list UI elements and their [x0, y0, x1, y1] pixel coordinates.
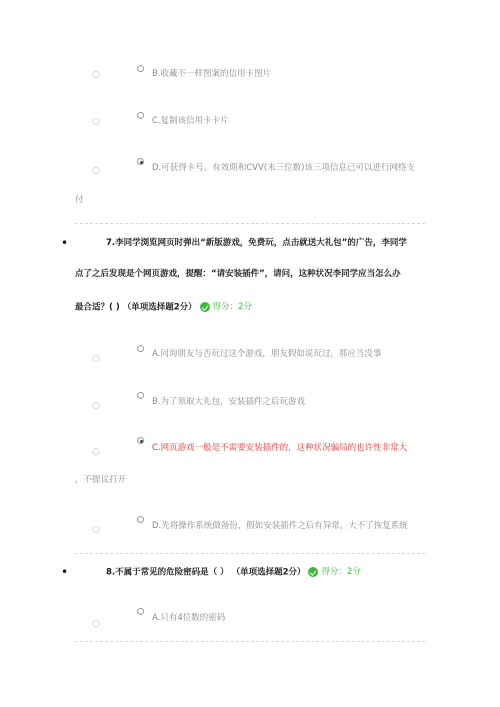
option-b-text: B.为了领取大礼包，安装插件之后玩游戏: [152, 397, 306, 407]
score-label: 得分：2分: [212, 302, 252, 312]
radio-option-b[interactable]: [137, 65, 144, 72]
option-bullet: ○: [92, 619, 100, 629]
radio-option-d-selected[interactable]: [137, 158, 144, 165]
option-bullet: ○: [92, 70, 100, 80]
radio-option-a[interactable]: [137, 608, 144, 615]
radio-option-b[interactable]: [137, 392, 144, 399]
question-8-title: 8.不属于常见的危险密码是（ ） （单项选择题2分）: [106, 567, 306, 578]
radio-option-d[interactable]: [137, 516, 144, 523]
option-bullet: ○: [92, 447, 100, 457]
question-8-text-line1: [106, 566, 361, 579]
question-divider: [75, 553, 425, 554]
check-icon: [308, 567, 318, 577]
question-7-title-end: 最合适？( ) （单项选择题2分）: [75, 302, 197, 313]
option-bullet: ○: [92, 354, 100, 364]
radio-option-a[interactable]: [137, 345, 144, 352]
radio-option-c[interactable]: [137, 112, 144, 119]
option-b-text: B.收藏不一样图案的信用卡图片: [152, 69, 272, 79]
option-bullet: ○: [92, 401, 100, 411]
radio-option-c-selected[interactable]: [137, 437, 144, 444]
question-bullet: •: [61, 565, 69, 579]
option-c-text-selected: C.网页游戏一般是不需要安装插件的，这种状况骗局的也许性非常大: [152, 443, 408, 453]
question-divider: [75, 223, 425, 224]
option-bullet: ○: [92, 166, 100, 176]
score-label: 得分：2分: [321, 567, 361, 577]
option-bullet: ○: [92, 117, 100, 127]
option-a-text: A.问询朋友与否玩过这个游戏，朋友假如说玩过，那应当没事: [152, 349, 382, 359]
option-d-text: D.先将操作系统做备份，假如安装插件之后有异常，大不了恢复系统: [152, 521, 408, 531]
option-d-text-continued: 付: [75, 195, 84, 205]
option-d-text: D.可获得卡号、有效期和CVV(末三位数)该三项信息已可以进行网络支: [152, 163, 415, 173]
option-c-text-continued: ，不提议打开: [75, 475, 127, 485]
option-bullet: ○: [92, 525, 100, 535]
question-7-text-line1: 7.李同学浏览网页时弹出“新版游戏，免费玩，点击就送大礼包”的广告，李同学: [106, 238, 407, 248]
question-divider: [75, 641, 425, 642]
question-7-text-line2: 点了之后发现是个网页游戏，提醒：“请安装插件”，请问，这种状况李同学应当怎么办: [75, 269, 401, 279]
option-c-text: C.复制该信用卡卡片: [152, 116, 229, 126]
question-bullet: •: [61, 236, 69, 250]
check-icon: [200, 302, 210, 312]
question-7-text-line3: [75, 301, 252, 314]
option-a-text: A.只有4位数的密码: [152, 613, 226, 623]
